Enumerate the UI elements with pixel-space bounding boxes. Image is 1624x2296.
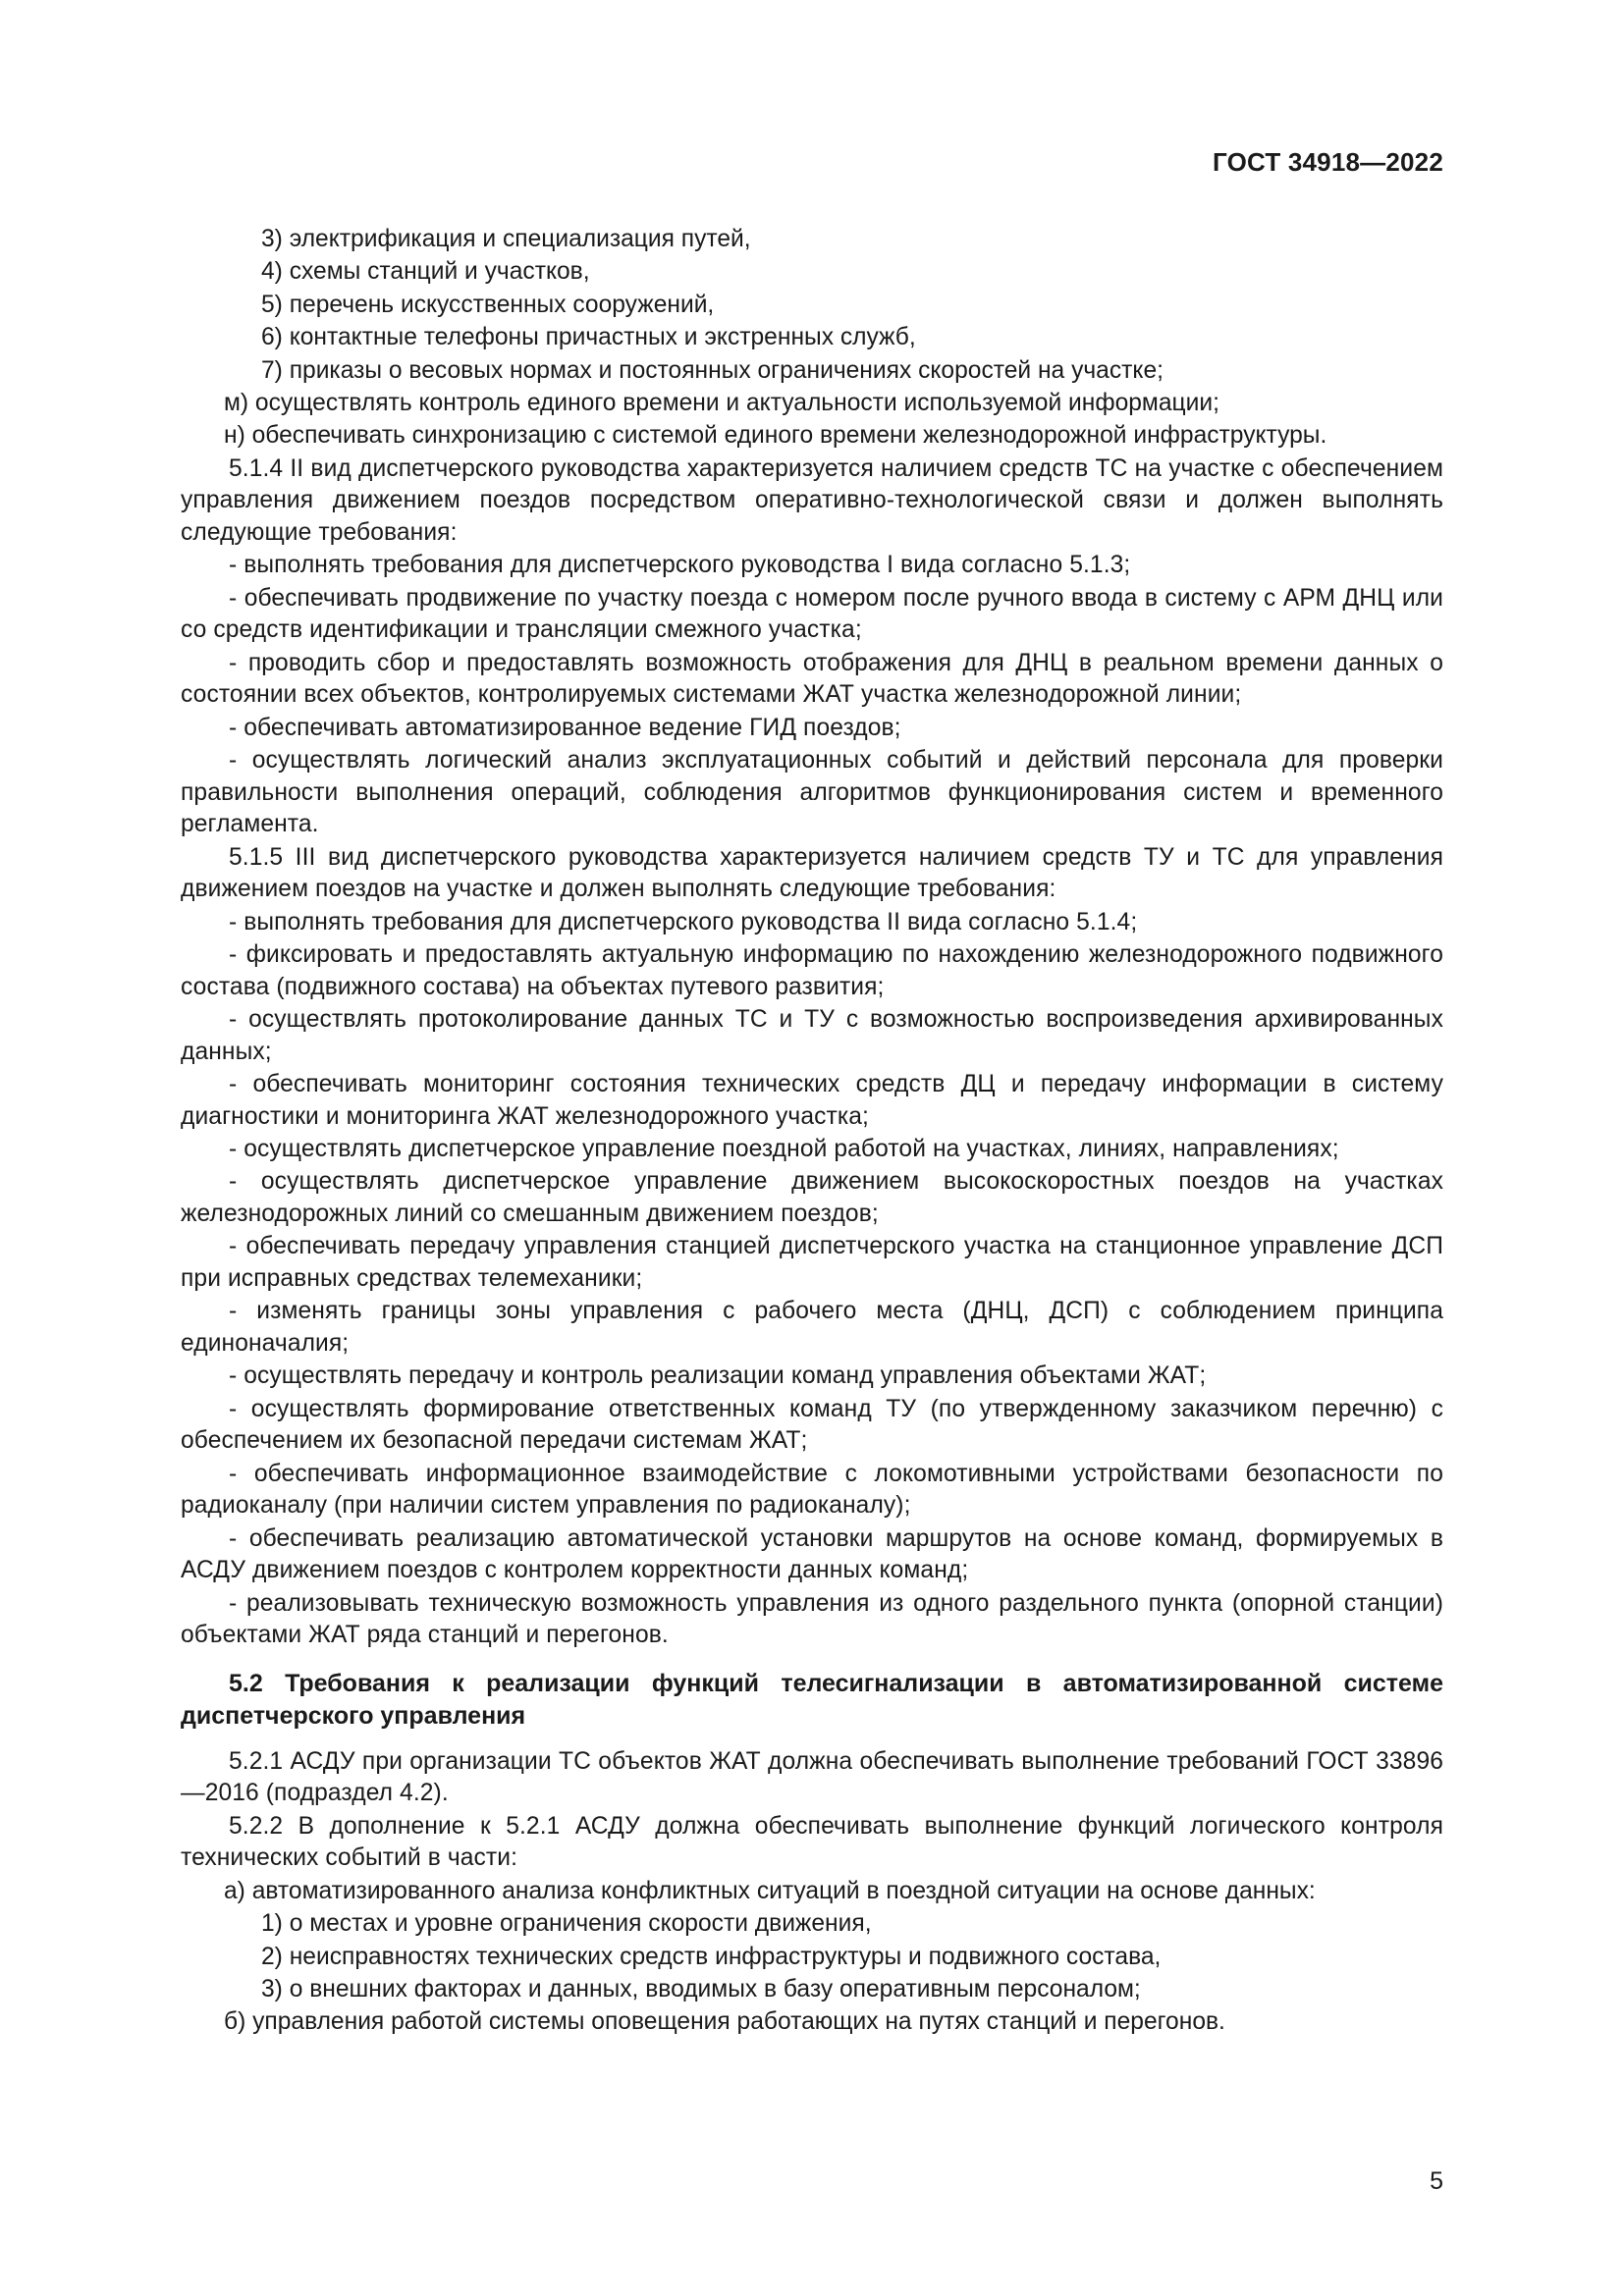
paragraph: - изменять границы зоны управления с рабочего места (ДНЦ, ДСП) с соблюдением принципа единоначалия;: [181, 1298, 1443, 1357]
paragraph: 5.2.2 В дополнение к 5.2.1 АСДУ должна обеспечивать выполнение функций логического контроля технических событий в части:: [181, 1812, 1443, 1872]
paragraph: - обеспечивать продвижение по участку поезда с номером после ручного ввода в систему с АРМ ДНЦ или со средств идентификации и трансляции смежного участка;: [181, 584, 1443, 644]
list-item: а) автоматизированного анализа конфликтных ситуаций в поездной ситуации на основе данных:: [224, 1877, 1316, 1904]
list-subitem: 1) о местах и уровне ограничения скорости движения,: [261, 1910, 872, 1938]
paragraph: 5.1.4 II вид диспетчерского руководства характеризуется наличием средств ТС на участке с обеспечением управления движением поездов посредством оперативно-технологической связи и должен выполнять следующие требования:: [181, 454, 1443, 546]
list-subitem: 2) неисправностях технических средств инфраструктуры и подвижного состава,: [261, 1943, 1162, 1970]
list-subitem: 5) перечень искусственных сооружений,: [261, 291, 715, 318]
paragraph: - осуществлять протоколирование данных ТС и ТУ с возможностью воспроизведения архивированных данных;: [181, 1006, 1443, 1065]
list-subitem: 3) о внешних факторах и данных, вводимых в базу оперативным персоналом;: [261, 1975, 1141, 2002]
paragraph: - обеспечивать информационное взаимодействие с локомотивными устройствами безопасности по радиоканалу (при наличии систем управления по радиоканалу);: [181, 1460, 1443, 1520]
page-body: [181, 224, 1443, 2040]
list-subitem: 6) контактные телефоны причастных и экстренных служб,: [261, 324, 916, 351]
paragraph: - выполнять требования для диспетчерского руководства I вида согласно 5.1.3;: [229, 552, 1131, 579]
paragraph: - обеспечивать реализацию автоматической установки маршрутов на основе команд, формируемых в АСДУ движением поездов с контролем корректности данных команд;: [181, 1524, 1443, 1584]
list-item: н) обеспечивать синхронизацию с системой единого времени железнодорожной инфраструктуры.: [224, 422, 1327, 450]
list-subitem: 3) электрификация и специализация путей,: [261, 226, 751, 252]
paragraph: - выполнять требования для диспетчерского руководства II вида согласно 5.1.4;: [229, 908, 1138, 935]
list-subitem: 4) схемы станций и участков,: [261, 258, 590, 286]
paragraph: - осуществлять диспетчерское управление поездной работой на участках, линиях, направлениях;: [229, 1135, 1339, 1162]
paragraph: - проводить сбор и предоставлять возможность отображения для ДНЦ в реальном времени данных о состоянии всех объектов, контролируемых системами ЖАТ участка железнодорожной линии;: [181, 649, 1443, 709]
paragraph: - осуществлять логический анализ эксплуатационных событий и действий персонала для проверки правильности выполнения операций, соблюдения алгоритмов функционирования систем и временного регламента.: [181, 747, 1443, 838]
paragraph: - фиксировать и предоставлять актуальную информацию по нахождению железнодорожного подвижного состава (подвижного состава) на объектах путевого развития;: [181, 941, 1443, 1000]
paragraph: 5.1.5 III вид диспетчерского руководства характеризуется наличием средств ТУ и ТС для управления движением поездов на участке и должен выполнять следующие требования:: [181, 843, 1443, 903]
list-item: м) осуществлять контроль единого времени и актуальности используемой информации;: [224, 389, 1219, 416]
paragraph: - обеспечивать мониторинг состояния технических средств ДЦ и передачу информации в систему диагностики и мониторинга ЖАТ железнодорожного участка;: [181, 1070, 1443, 1130]
page-number: 5: [1430, 2167, 1443, 2195]
section-heading: 5.2 Требования к реализации функций телесигнализации в автоматизированной системе диспетчерского управления: [181, 1669, 1443, 1730]
paragraph: - обеспечивать автоматизированное ведение ГИД поездов;: [229, 714, 901, 741]
list-item: б) управления работой системы оповещения работающих на путях станций и перегонов.: [224, 2008, 1225, 2036]
paragraph: - реализовывать техническую возможность управления из одного раздельного пункта (опорной станции) объектами ЖАТ ряда станций и перегонов.: [181, 1589, 1443, 1649]
document-code: ГОСТ 34918—2022: [1213, 147, 1443, 177]
paragraph: - осуществлять диспетчерское управление движением высокоскоростных поездов на участках железнодорожных линий со смешанным движением поездов;: [181, 1168, 1443, 1227]
paragraph: - осуществлять передачу и контроль реализации команд управления объектами ЖАТ;: [229, 1362, 1207, 1390]
paragraph: 5.2.1 АСДУ при организации ТС объектов ЖАТ должна обеспечивать выполнение требований ГОСТ 33896—2016 (подраздел 4.2).: [181, 1747, 1443, 1807]
paragraph: - обеспечивать передачу управления станцией диспетчерского участка на станционное управление ДСП при исправных средствах телемеханики;: [181, 1233, 1443, 1292]
list-subitem: 7) приказы о весовых нормах и постоянных ограничениях скоростей на участке;: [261, 356, 1164, 384]
paragraph: - осуществлять формирование ответственных команд ТУ (по утвержденному заказчиком перечню) с обеспечением их безопасной передачи системам ЖАТ;: [181, 1395, 1443, 1455]
